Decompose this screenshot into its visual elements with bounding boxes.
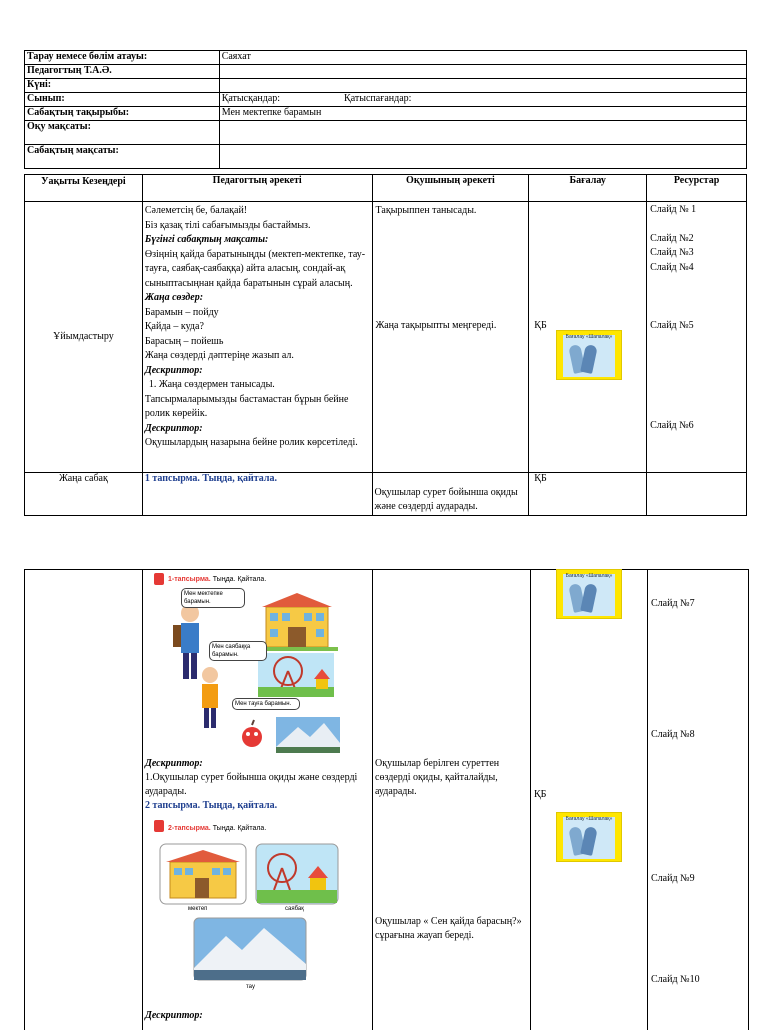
task-1-picture [148, 571, 360, 757]
goal-heading: Бүгінгі сабақтың мақсаты: [144, 234, 269, 245]
student-activity-cell [372, 473, 529, 516]
start-line: Біз қазақ тілі сабағымызды бастаймыз. [144, 219, 311, 231]
speech-bubble-mountain: Мен тауға барамын. [232, 698, 300, 710]
col-header-teacher: Педагогтың әрекеті [142, 175, 372, 202]
video-intro-text: Тапсырмаларымызды бастамастан бұрын бейне ролик көрейік. [144, 393, 349, 419]
resource-slide-10: Слайд №10 [651, 974, 700, 985]
clap-assessment-badge [556, 569, 622, 619]
col-header-assessment: Бағалау [529, 175, 647, 202]
clap-assessment-badge [556, 812, 622, 862]
stage-cell [25, 473, 143, 516]
greeting-line: Сәлеметсің бе, балақай! [144, 205, 248, 216]
caption-school: мектеп [188, 906, 208, 912]
header-row-topic [25, 107, 747, 121]
row-organization [25, 202, 747, 473]
col-header-student: Оқушының әрекеті [372, 175, 529, 202]
task-2-picture [150, 818, 350, 996]
task-2-heading: 2 тапсырма. Тыңда, қайтала. [145, 800, 278, 811]
header-row-chapter [25, 51, 747, 65]
task-2-illustration [150, 818, 350, 996]
header-label: Тарау немесе бөлім атауы: [27, 51, 148, 62]
resource-slide-8: Слайд №8 [651, 729, 695, 740]
attendance-present-label: Қатысқандар: [221, 93, 281, 104]
new-word-3: Барасың – пойешь [144, 335, 224, 347]
resource-slide-2: Слайд №2 [650, 233, 694, 244]
speech-bubble-park: Мен саябаққа барамын. [209, 641, 267, 661]
stage-cell [25, 202, 143, 473]
header-label: Күні: [27, 79, 52, 90]
descriptor-heading: Дескриптор: [145, 758, 203, 769]
page-2-student-activity-1: Оқушылар берілген суреттен сөздерді оқиды, қайталайды, аударады. [375, 758, 500, 797]
task-1-image-title: 1-тапсырма. Тыңда. Қайтала. [168, 576, 267, 583]
resource-slide-6: Слайд №6 [650, 420, 694, 431]
student-activity-2: Жаңа тақырыпты меңгереді. [375, 320, 497, 331]
attendance-absent-label: Қатыспағандар: [344, 93, 412, 104]
descriptor-heading: Дескриптор: [144, 422, 203, 434]
resource-slide-5: Слайд №5 [650, 320, 694, 331]
new-word-2: Қайда – куда? [144, 321, 204, 332]
task-1-illustration [148, 571, 360, 757]
video-descriptor-text: Оқушылардың назарына бейне ролик көрсетіледі. [144, 437, 358, 448]
task-1-heading: 1 тапсырма. Тыңда, қайтала. [144, 473, 277, 484]
clap-assessment-badge [556, 330, 622, 380]
header-label: Сабақтың тақырыбы: [27, 107, 130, 118]
header-row-lesson-goal [25, 145, 747, 169]
descriptor-heading: Дескриптор: [145, 1010, 203, 1021]
header-row-learning-goal [25, 121, 747, 145]
speech-bubble-school: Мен мектепке барамын. [181, 588, 245, 608]
descriptor-text: 1.Оқушылар сурет бойынша оқиды және сөздерді аударады. [145, 772, 358, 797]
goal-text: Өзіңнің қайда баратыныңды (мектеп-мектепке, тау-тауға, саябақ-саябаққа) айта аласың, сондай-ақ сыныптасыңнан қайда баратынын сұрай аласың. [144, 248, 366, 289]
header-label: Педагогтың Т.А.Ә. [27, 65, 112, 76]
header-row-date [25, 79, 747, 93]
caption-mountain: тау [246, 984, 255, 990]
stage-label: Ұйымдастыру [53, 331, 114, 342]
column-header-row [25, 175, 747, 202]
student-activity-cell [372, 202, 529, 473]
badge-caption: Бағалау «Шапалақ» [565, 334, 613, 340]
descriptor-item: 1. Жаңа сөздермен танысады. [148, 379, 275, 390]
resource-slide-9: Слайд №9 [651, 873, 695, 884]
header-row-teacher [25, 65, 747, 79]
resources-cell [647, 202, 747, 473]
teacher-activity-cell [142, 473, 372, 516]
page-2-teacher-text [145, 757, 371, 813]
header-value: Мен мектепке барамын [221, 107, 322, 118]
header-label: Сынып: [27, 93, 65, 104]
badge-caption: Бағалау «Шапалақ» [565, 573, 613, 579]
assessment-cell [529, 473, 647, 516]
header-label: Оқу мақсаты: [27, 121, 91, 132]
caption-park: саябақ [285, 906, 304, 912]
header-label: Сабақтың мақсаты: [27, 145, 119, 156]
lesson-header-table [24, 50, 747, 169]
new-words-heading: Жаңа сөздер: [144, 292, 204, 303]
new-word-1: Барамын – пойду [144, 306, 219, 318]
resource-slide-4: Слайд №4 [650, 262, 694, 273]
row-new-lesson [25, 473, 747, 516]
resources-cell [647, 473, 747, 516]
resource-slide-1: Слайд № 1 [650, 204, 697, 215]
task-2-image-title: 2-тапсырма. Тыңда. Қайтала. [168, 825, 267, 832]
page-2-table [24, 569, 749, 1030]
page-2-student-activity-2: Оқушылар « Сен қайда барасың?» сұрағына жауап береді. [375, 916, 522, 941]
student-activity-text: Оқушылар сурет бойынша оқиды және сөздерді аударады. [374, 487, 518, 512]
descriptor-heading: Дескриптор: [144, 364, 203, 376]
badge-caption: Бағалау «Шапалақ» [565, 816, 613, 822]
assessment-label: ҚБ [534, 473, 547, 484]
student-activity-1: Тақырыппен танысады. [375, 205, 477, 216]
lesson-plan-table [24, 174, 747, 516]
col-header-stage: Уақыты Кезеңдері [25, 175, 143, 202]
assessment-label: ҚБ [534, 320, 547, 331]
col-header-resources: Ресурстар [647, 175, 747, 202]
write-words-line: Жаңа сөздерді дәптеріңе жазып ал. [144, 350, 294, 361]
stage-label: Жаңа сабақ [59, 473, 108, 484]
resource-slide-7: Слайд №7 [651, 598, 695, 609]
page-2-assessment-label: ҚБ [534, 789, 547, 800]
teacher-activity-cell [142, 202, 372, 473]
header-value: Саяхат [221, 51, 251, 62]
header-row-class [25, 93, 747, 107]
resource-slide-3: Слайд №3 [650, 247, 694, 258]
